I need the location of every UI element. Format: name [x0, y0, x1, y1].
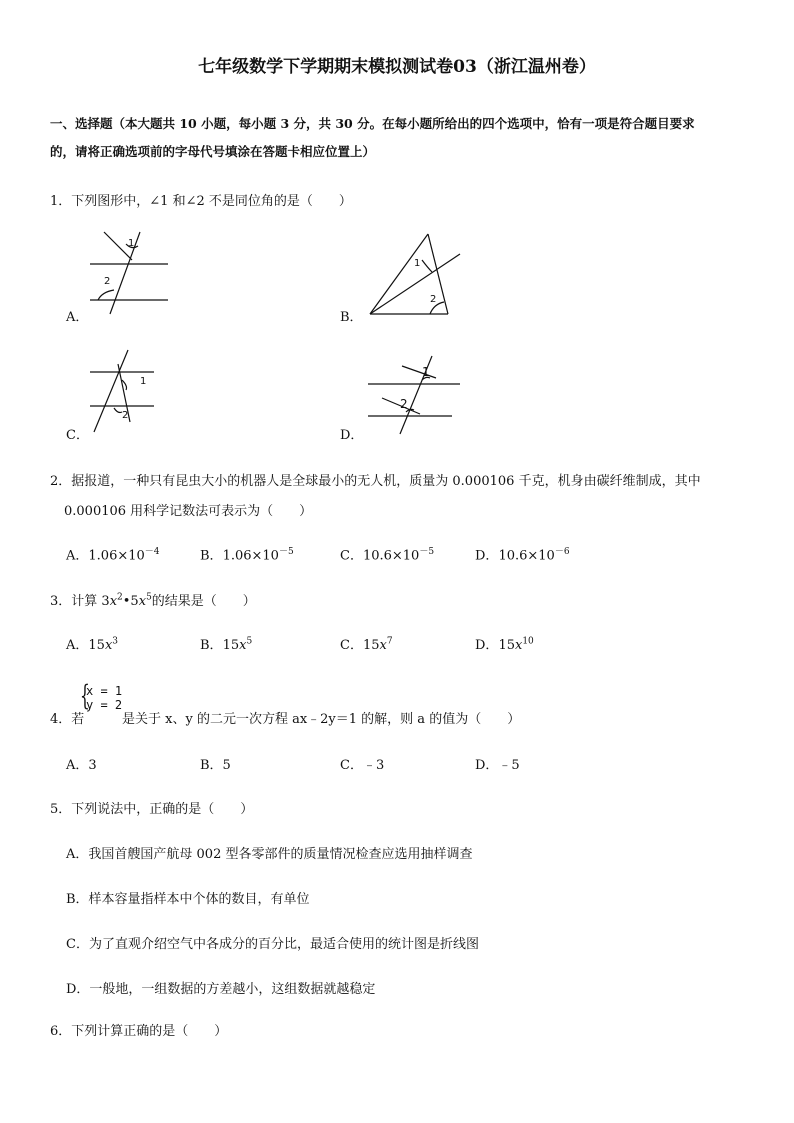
question-1-option-b: B． — [340, 310, 363, 325]
question-3-stem: 3．计算 $3x^2•5x^5$的结果是（ ） — [50, 592, 256, 609]
question-6-stem: 6．下列计算正确的是（ ） — [50, 1024, 228, 1039]
equation-y: y = 2 — [86, 698, 123, 712]
equation-system — [86, 684, 122, 712]
question-2-stem-line1: 2．据报道，一种只有昆虫大小的机器人是全球最小的无人机，质量为 0.000106 千克，机身由碳纤维制成，其中 — [50, 474, 701, 489]
question-2-option-d: D．$10.6\times 10^{-6}$ — [475, 547, 570, 564]
figure-c — [88, 348, 178, 438]
page-title: 七年级数学下学期期末模拟测试卷03（浙江温州卷） — [198, 57, 596, 77]
question-1-option-c: C． — [66, 428, 89, 443]
question-4-option-d: D．﹣5 — [475, 758, 520, 773]
question-3-option-d: D．$15x^{10}$ — [475, 636, 534, 653]
question-5-option-d: D．一般地，一组数据的方差越小，这组数据就越稳定 — [66, 982, 376, 997]
question-4-stem: 是关于 x、y 的二元一次方程 ax﹣2y＝1 的解，则 a 的值为（ ） — [122, 712, 521, 727]
question-1-stem: 1．下列图形中，∠1 和∠2 不是同位角的是（ ） — [50, 194, 352, 209]
question-2-option-b: B．$1.06\times 10^{-5}$ — [200, 547, 294, 564]
question-2-stem-line2: 0.000106 用科学记数法可表示为（ ） — [64, 504, 313, 519]
question-1-option-a: A． — [66, 310, 89, 325]
question-2-option-a: A．$1.06\times 10^{-4}$ — [66, 547, 160, 564]
question-5-option-a: A．我国首艘国产航母 002 型各零部件的质量情况检查应选用抽样调查 — [66, 847, 473, 862]
figure-d-label-1: 1 — [422, 365, 430, 379]
figure-b-label-1: 1 — [414, 258, 421, 269]
figure-d — [366, 354, 466, 438]
question-5-option-c: C．为了直观介绍空气中各成分的百分比，最适合使用的统计图是折线图 — [66, 937, 479, 952]
figure-a-label-2: 2 — [104, 276, 111, 287]
question-5-stem: 5．下列说法中，正确的是（ ） — [50, 802, 254, 817]
figure-b-label-2: 2 — [430, 294, 437, 305]
question-1-option-d: D． — [340, 428, 364, 443]
question-3-option-c: C．$15x^7$ — [340, 636, 393, 653]
question-3-option-b: B．$15x^5$ — [200, 636, 253, 653]
question-4-option-a: A．3 — [66, 758, 97, 773]
question-3-option-a: A．$15x^3$ — [66, 636, 119, 653]
figure-d-label-2: 2 — [400, 397, 408, 411]
figure-c-label-2: 2 — [122, 410, 129, 421]
equation-x: x = 1 — [86, 684, 123, 698]
section-instructions-line2: 的，请将正确选项前的字母代号填涂在答题卡相应位置上） — [50, 144, 376, 159]
question-4-option-b: B．5 — [200, 758, 231, 773]
system-brace: { — [80, 679, 90, 712]
question-2-option-c: C．$10.6\times 10^{-5}$ — [340, 547, 435, 564]
question-4-option-c: C．﹣3 — [340, 758, 385, 773]
figure-c-label-1: 1 — [140, 376, 147, 387]
figure-b — [368, 232, 468, 322]
section-instructions-line1: 一、选择题（本大题共 10 小题，每小题 3 分，共 30 分。在每小题所给出的四个选项中，恰有一项是符合题目要求 — [50, 116, 695, 131]
question-4-prefix: 4．若 — [50, 712, 85, 727]
figure-a-label-1: 1 — [128, 238, 135, 249]
question-5-option-b: B．样本容量指样本中个体的数目，有单位 — [66, 892, 310, 907]
figure-a — [88, 230, 178, 320]
